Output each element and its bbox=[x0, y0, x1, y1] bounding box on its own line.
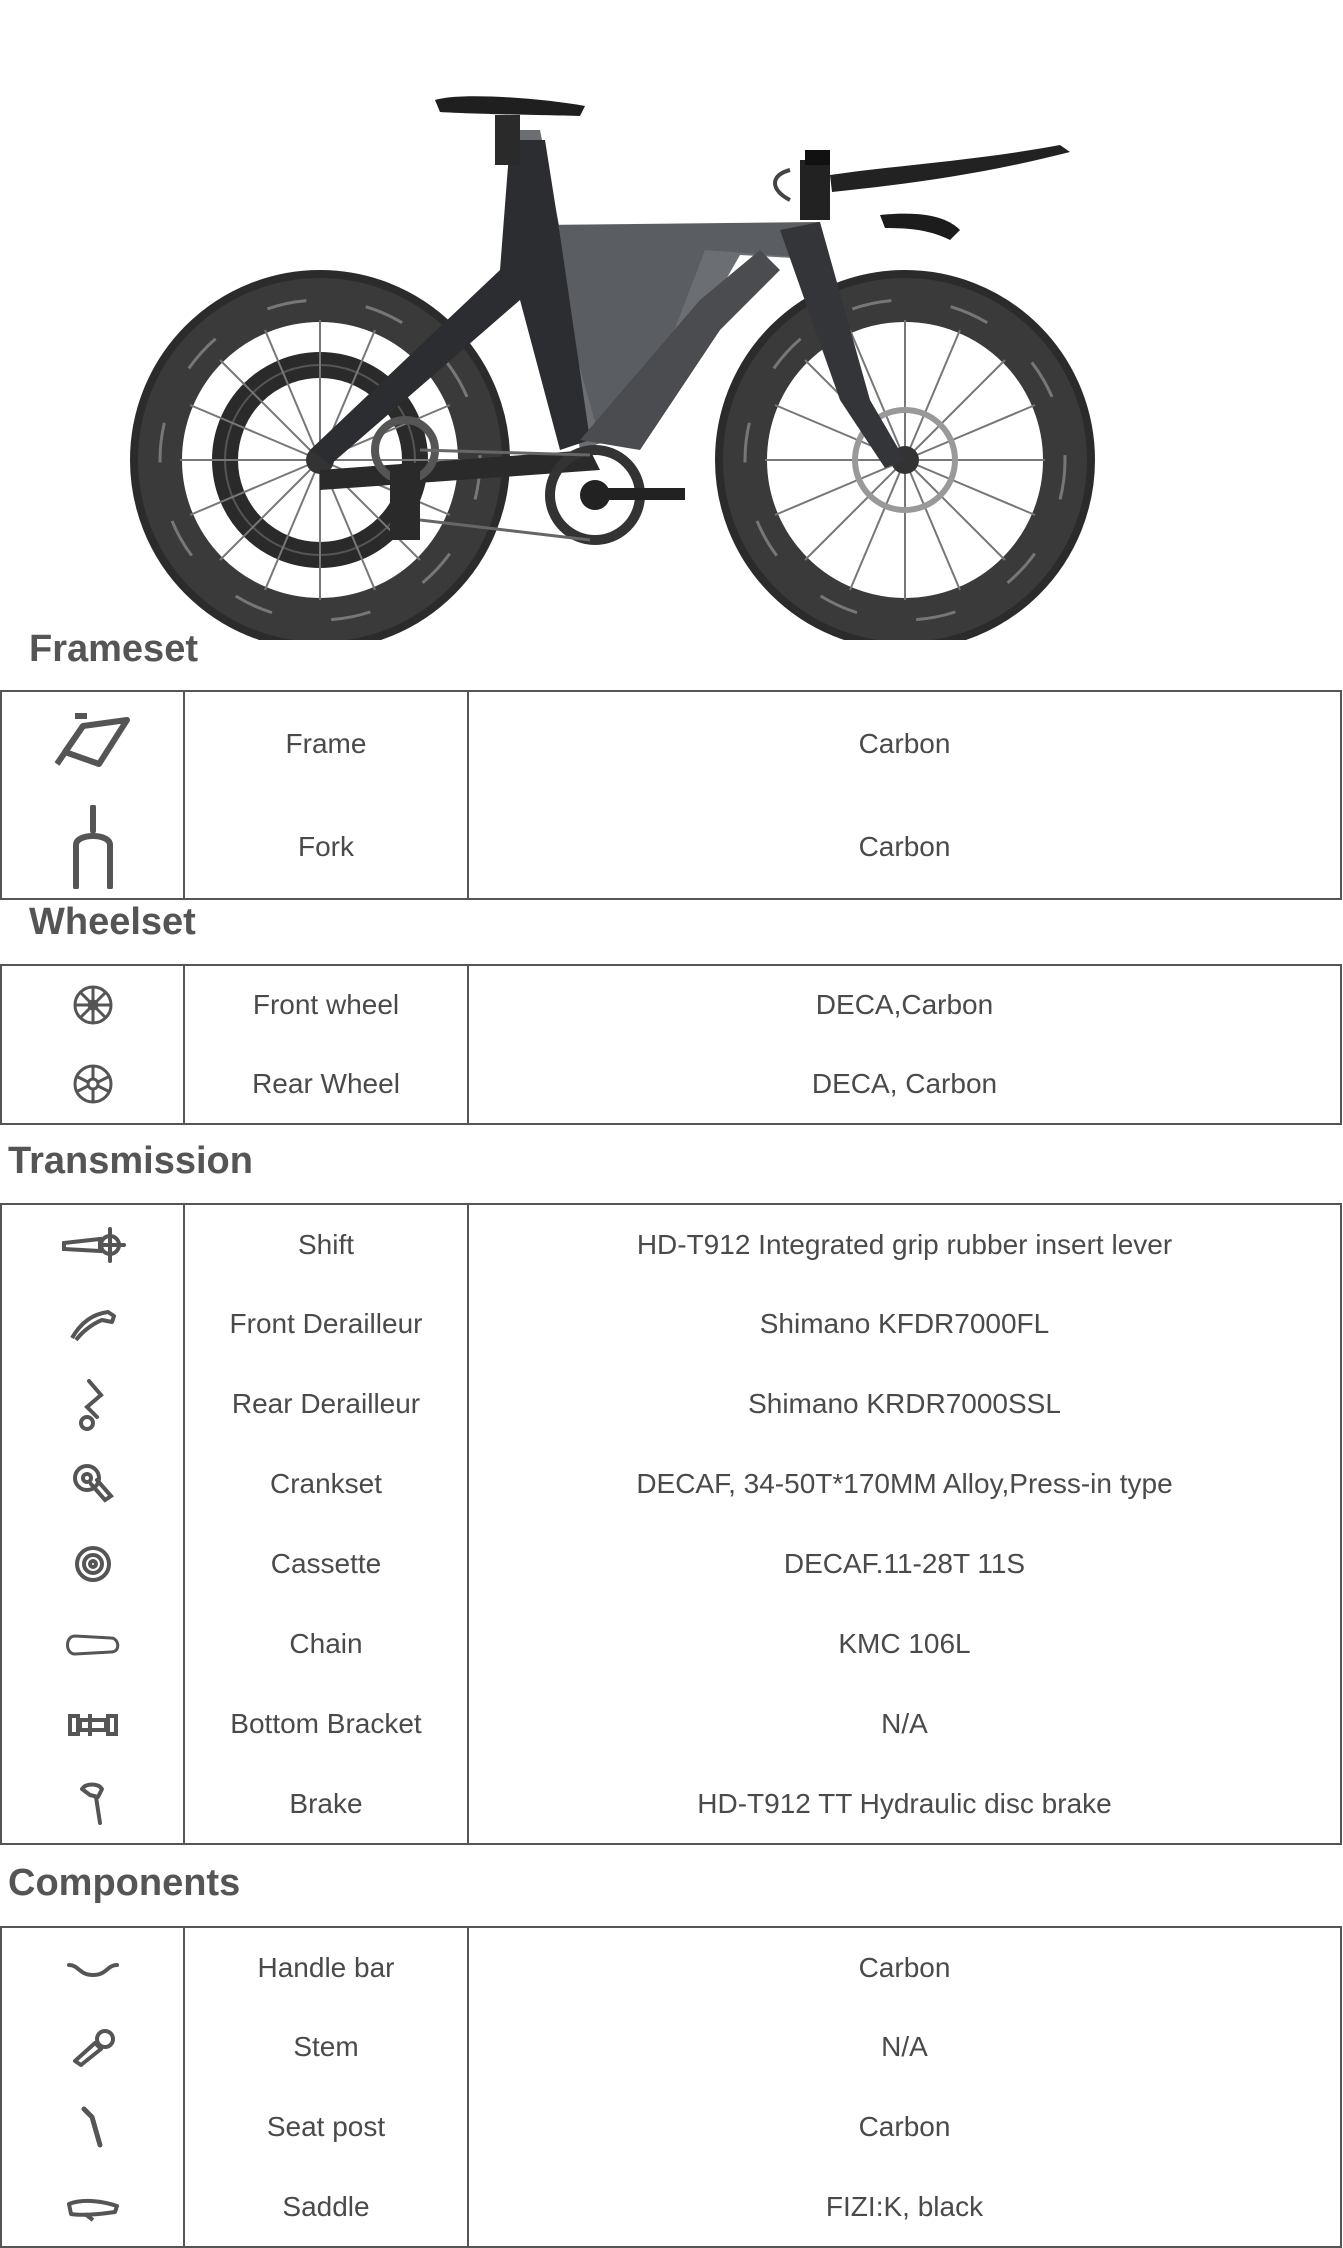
section-title-frameset: Frameset bbox=[29, 628, 198, 670]
table-row bbox=[1, 2167, 1341, 2247]
spec-label: Cassette bbox=[184, 1524, 468, 1604]
section-title-transmission: Transmission bbox=[8, 1140, 253, 1182]
spec-value: DECAF, 34-50T*170MM Alloy,Press-in type bbox=[636, 1468, 1173, 1499]
table-row bbox=[1, 1364, 1341, 1444]
spec-label: Front Derailleur bbox=[184, 1284, 468, 1364]
spec-label: Saddle bbox=[184, 2167, 468, 2247]
spec-label: Bottom Bracket bbox=[184, 1684, 468, 1764]
spec-value: FIZI:K, black bbox=[825, 2190, 984, 2222]
spec-value: Shimano KRDR7000SSL bbox=[748, 1388, 1061, 1419]
spec-value: Carbon bbox=[858, 2111, 951, 2142]
spec-label: Chain bbox=[184, 1604, 468, 1684]
transmission-table bbox=[0, 1203, 1342, 1845]
seatpost-icon bbox=[1, 2087, 184, 2167]
spec-label: Brake bbox=[184, 1764, 468, 1844]
table-row bbox=[1, 2007, 1341, 2087]
table-row bbox=[1, 2087, 1341, 2167]
wheel-icon bbox=[1, 1044, 184, 1124]
handlebar-icon bbox=[1, 1927, 184, 2007]
spec-value: Carbon bbox=[858, 1951, 951, 1983]
spec-label: Rear Wheel bbox=[184, 1044, 468, 1124]
cassette-icon bbox=[1, 1524, 184, 1604]
spec-label: Stem bbox=[184, 2007, 468, 2087]
frameset-table bbox=[0, 690, 1342, 900]
front-wheel-graphic bbox=[720, 275, 1090, 640]
spec-value: N/A bbox=[881, 2031, 928, 2062]
frame-icon bbox=[1, 691, 184, 795]
front-derailleur-icon bbox=[1, 1284, 184, 1364]
spec-value: Carbon bbox=[858, 727, 951, 759]
spec-label: Crankset bbox=[184, 1444, 468, 1524]
section-title-components: Components bbox=[8, 1862, 241, 1904]
stem-icon bbox=[1, 2007, 184, 2087]
spec-value: KMC 106L bbox=[838, 1628, 971, 1659]
spec-value: Carbon bbox=[858, 830, 951, 862]
rear-derailleur-icon bbox=[1, 1364, 184, 1444]
table-row bbox=[1, 795, 1341, 899]
table-row bbox=[1, 1284, 1341, 1364]
spec-value: N/A bbox=[881, 1708, 928, 1739]
table-row bbox=[1, 1604, 1341, 1684]
spec-label: Shift bbox=[184, 1204, 468, 1284]
table-row bbox=[1, 1684, 1341, 1764]
saddle-graphic bbox=[435, 96, 585, 165]
bike-product-image bbox=[0, 0, 1343, 640]
spec-label: Rear Derailleur bbox=[184, 1364, 468, 1444]
section-title-wheelset: Wheelset bbox=[29, 901, 196, 943]
shifter-icon bbox=[1, 1204, 184, 1284]
spec-label: Front wheel bbox=[184, 965, 468, 1044]
spec-label: Seat post bbox=[184, 2087, 468, 2167]
chain-icon bbox=[1, 1604, 184, 1684]
crankset-icon bbox=[1, 1444, 184, 1524]
fork-icon bbox=[1, 795, 184, 899]
spec-value: DECA,Carbon bbox=[815, 989, 994, 1020]
wheelset-table bbox=[0, 964, 1342, 1125]
spec-label: Fork bbox=[184, 795, 468, 899]
table-row bbox=[1, 1204, 1341, 1284]
spec-value: HD-T912 Integrated grip rubber insert lever bbox=[636, 1228, 1173, 1260]
brake-lever-icon bbox=[1, 1764, 184, 1844]
table-row bbox=[1, 1444, 1341, 1524]
spec-value: HD-T912 TT Hydraulic disc brake bbox=[697, 1787, 1112, 1819]
bottom-bracket-icon bbox=[1, 1684, 184, 1764]
saddle-icon bbox=[1, 2167, 184, 2247]
table-row bbox=[1, 965, 1341, 1044]
table-row bbox=[1, 1044, 1341, 1124]
components-table bbox=[0, 1926, 1342, 2248]
spec-value: DECA, Carbon bbox=[811, 1067, 998, 1099]
spec-value: Shimano KFDR7000FL bbox=[759, 1308, 1050, 1339]
spec-label: Handle bar bbox=[184, 1927, 468, 2007]
table-row bbox=[1, 1524, 1341, 1604]
table-row bbox=[1, 1764, 1341, 1844]
table-row bbox=[1, 691, 1341, 795]
wheel-icon bbox=[1, 965, 184, 1044]
spec-label: Frame bbox=[184, 691, 468, 795]
spec-value: DECAF.11-28T 11S bbox=[783, 1548, 1026, 1579]
table-row bbox=[1, 1927, 1341, 2007]
